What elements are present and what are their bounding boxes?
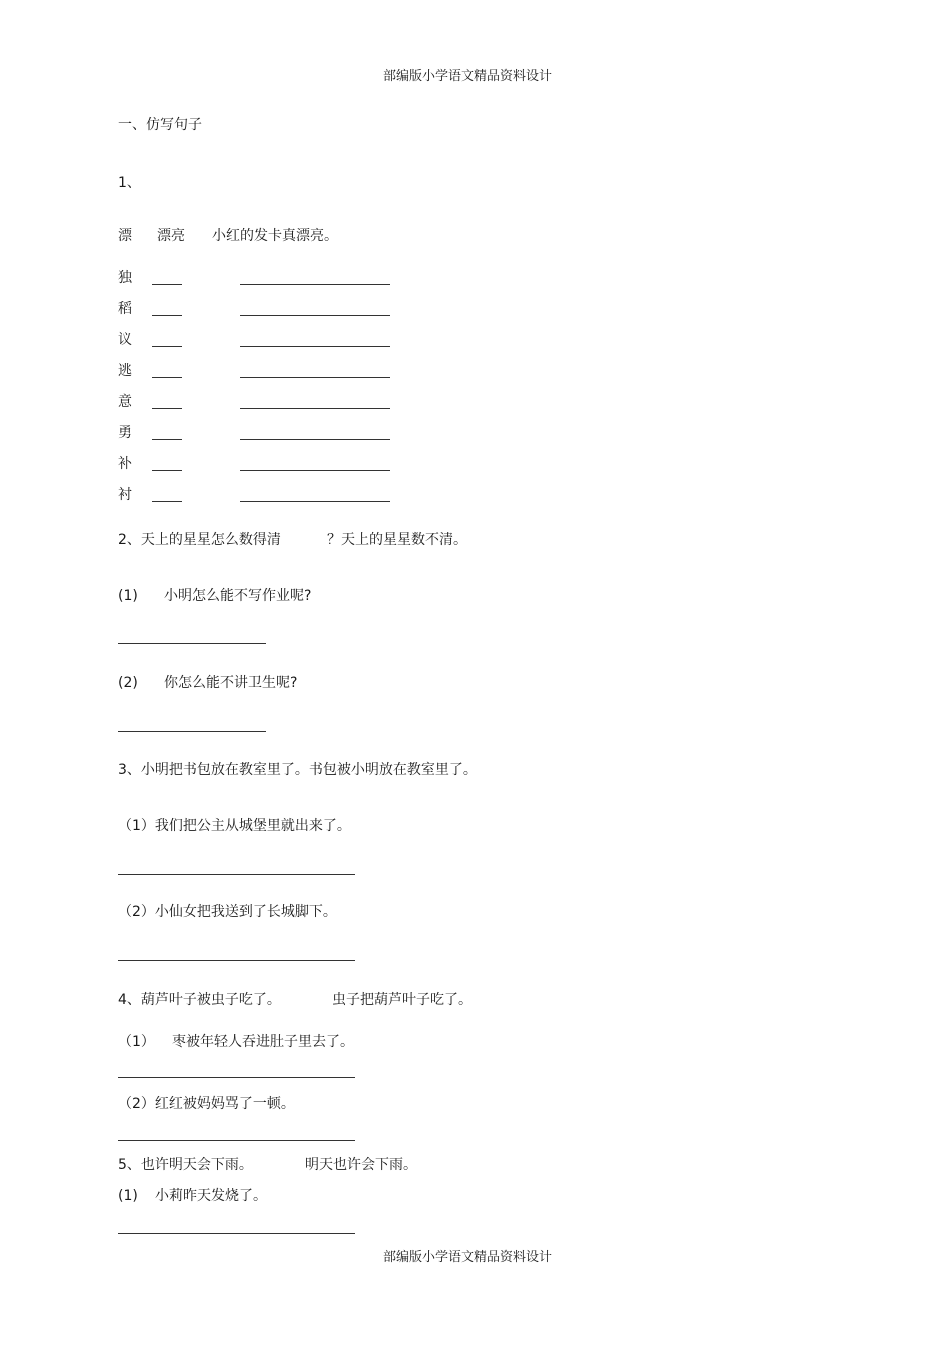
answer-blank[interactable] xyxy=(118,960,355,961)
word-blank[interactable] xyxy=(152,284,182,285)
q2-item-num: (1) xyxy=(118,588,138,604)
q2-prompt-a: 2、天上的星星怎么数得清 xyxy=(118,532,281,548)
q1-char: 勇 xyxy=(118,425,132,441)
q3-item-text: （2）小仙女把我送到了长城脚下。 xyxy=(118,904,337,920)
q1-char: 独 xyxy=(118,270,132,286)
answer-blank[interactable] xyxy=(118,731,266,732)
q1-char: 逃 xyxy=(118,363,132,379)
answer-blank[interactable] xyxy=(118,1140,355,1141)
word-blank[interactable] xyxy=(152,439,182,440)
q5-item-num: (1) xyxy=(118,1188,138,1204)
q1-char: 议 xyxy=(118,332,132,348)
q1-example-word: 漂亮 xyxy=(157,228,185,244)
q2-item-num: (2) xyxy=(118,675,138,691)
q5-prompt-a: 5、也许明天会下雨。 xyxy=(118,1157,253,1173)
q3-prompt: 3、小明把书包放在教室里了。书包被小明放在教室里了。 xyxy=(118,762,477,778)
q4-item-num: （1） xyxy=(118,1034,155,1050)
q2-item-text: 你怎么能不讲卫生呢? xyxy=(164,675,298,691)
q4-prompt-b: 虫子把葫芦叶子吃了。 xyxy=(332,992,472,1008)
q4-prompt-a: 4、葫芦叶子被虫子吃了。 xyxy=(118,992,281,1008)
q4-item-text: 枣被年轻人吞进肚子里去了。 xyxy=(172,1034,354,1050)
q3-item-text: （1）我们把公主从城堡里就出来了。 xyxy=(118,818,351,834)
q1-example-sentence: 小红的发卡真漂亮。 xyxy=(212,228,338,244)
answer-blank[interactable] xyxy=(118,643,266,644)
q5-item-text: 小莉昨天发烧了。 xyxy=(155,1188,267,1204)
sentence-blank[interactable] xyxy=(240,284,390,285)
q2-item-text: 小明怎么能不写作业呢? xyxy=(164,588,312,604)
word-blank[interactable] xyxy=(152,377,182,378)
q1-example-char: 漂 xyxy=(118,228,132,244)
q1-label: 1、 xyxy=(118,175,141,191)
sentence-blank[interactable] xyxy=(240,501,390,502)
q1-char: 稻 xyxy=(118,301,132,317)
answer-blank[interactable] xyxy=(118,1077,355,1078)
word-blank[interactable] xyxy=(152,346,182,347)
section-title: 一、仿写句子 xyxy=(118,117,202,133)
q5-prompt-b: 明天也许会下雨。 xyxy=(305,1157,417,1173)
answer-blank[interactable] xyxy=(118,1233,355,1234)
word-blank[interactable] xyxy=(152,315,182,316)
q1-char: 补 xyxy=(118,456,132,472)
word-blank[interactable] xyxy=(152,501,182,502)
sentence-blank[interactable] xyxy=(240,377,390,378)
word-blank[interactable] xyxy=(152,408,182,409)
sentence-blank[interactable] xyxy=(240,408,390,409)
page-header: 部编版小学语文精品资料设计 xyxy=(383,69,553,84)
q4-item-text: （2）红红被妈妈骂了一顿。 xyxy=(118,1096,295,1112)
q1-char: 意 xyxy=(118,394,132,410)
page-footer: 部编版小学语文精品资料设计 xyxy=(383,1250,553,1265)
sentence-blank[interactable] xyxy=(240,439,390,440)
answer-blank[interactable] xyxy=(118,874,355,875)
sentence-blank[interactable] xyxy=(240,346,390,347)
word-blank[interactable] xyxy=(152,470,182,471)
q2-prompt-b: ？天上的星星数不清。 xyxy=(327,532,467,548)
sentence-blank[interactable] xyxy=(240,315,390,316)
q1-char: 衬 xyxy=(118,487,132,503)
sentence-blank[interactable] xyxy=(240,470,390,471)
